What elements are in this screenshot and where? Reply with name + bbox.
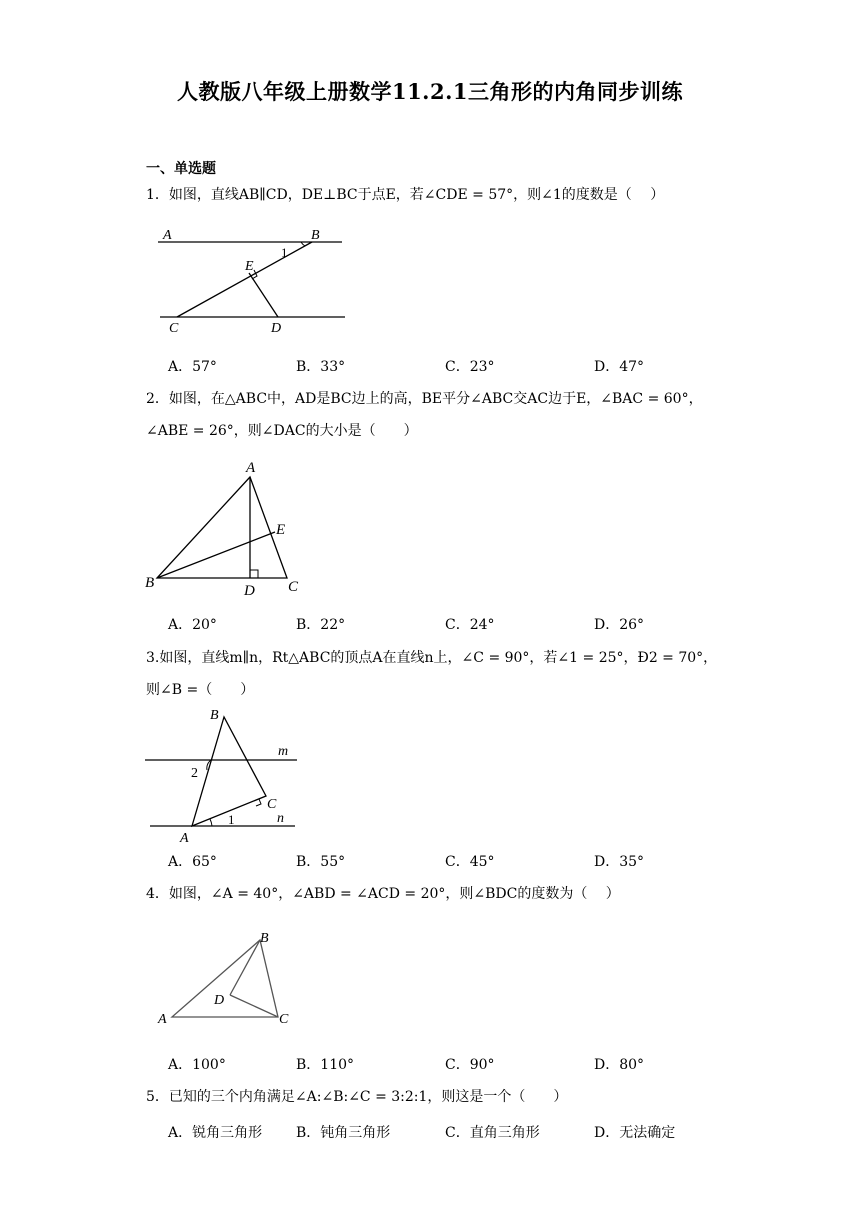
question-1-option-d[interactable]: D．47° (594, 359, 645, 375)
question-2-stem-line2: ∠ABE = 26°，则∠DAC的大小是（ ） (146, 423, 418, 439)
question-5-stem: 5．已知的三个内角满足∠A:∠B:∠C = 3:2:1，则这是一个（ ） (146, 1089, 568, 1105)
question-2-option-c[interactable]: C．24° (445, 617, 495, 633)
question-3-option-c[interactable]: C．45° (445, 854, 495, 870)
question-5-option-d[interactable]: D．无法确定 (594, 1125, 676, 1141)
fig4-label-A: A (158, 1012, 167, 1027)
fig1-label-B: B (311, 228, 320, 243)
fig1-label-A: A (163, 228, 172, 243)
fig1-label-D: D (271, 321, 282, 336)
fig2-label-A: A (246, 460, 256, 476)
question-4-option-a[interactable]: A．100° (168, 1057, 226, 1073)
question-4-option-b[interactable]: B．110° (296, 1057, 355, 1073)
fig3-label-1: 1 (228, 812, 235, 827)
fig2-label-D: D (244, 583, 255, 599)
fig4-label-D: D (214, 993, 225, 1008)
question-1-option-c[interactable]: C．23° (445, 359, 495, 375)
question-2-option-b[interactable]: B．22° (296, 617, 346, 633)
fig3-label-2: 2 (191, 766, 198, 781)
question-3-stem: 3.如图，直线m∥n，Rt△ABC的顶点A在直线n上，∠C = 90°，若∠1 = 25°，Ð2 = 70°， (146, 650, 718, 666)
fig1-label-1: 1 (281, 245, 288, 260)
fig4-label-C: C (279, 1012, 289, 1027)
question-4-figure (150, 925, 310, 1035)
question-1-option-b[interactable]: B．33° (296, 359, 346, 375)
question-4-stem: 4．如图，∠A = 40°，∠ABD = ∠ACD = 20°，则∠BDC的度数为（ ） (146, 886, 620, 902)
question-1-figure (155, 222, 355, 337)
fig3-label-m: m (278, 744, 289, 759)
question-3-figure (140, 705, 305, 845)
question-3-option-b[interactable]: B．55° (296, 854, 346, 870)
question-2-stem: 2．如图，在△ABC中，AD是BC边上的高，BE平分∠ABC交AC边于E，∠BAC = 60°， (146, 391, 703, 407)
question-3-option-d[interactable]: D．35° (594, 854, 645, 870)
fig4-label-B: B (260, 931, 269, 946)
question-3-option-a[interactable]: A．65° (168, 854, 217, 870)
question-4-option-d[interactable]: D．80° (594, 1057, 645, 1073)
question-5-option-b[interactable]: B．钝角三角形 (296, 1125, 391, 1141)
page-title: 人教版八年级上册数学11.2.1三角形的内角同步训练 (176, 79, 684, 104)
fig2-label-C: C (288, 579, 299, 595)
question-2-figure (140, 457, 310, 599)
fig3-label-C: C (267, 797, 277, 812)
fig2-label-B: B (145, 575, 155, 591)
question-3-stem-line2: 则∠B =（ ） (146, 682, 255, 698)
fig3-label-B: B (210, 708, 219, 723)
question-1-option-a[interactable]: A．57° (168, 359, 217, 375)
question-4-option-c[interactable]: C．90° (445, 1057, 495, 1073)
question-5-option-c[interactable]: C．直角三角形 (445, 1125, 540, 1141)
fig2-label-E: E (276, 522, 286, 538)
section-heading: 一、单选题 (146, 161, 216, 177)
fig1-label-C: C (169, 321, 179, 336)
question-5-option-a[interactable]: A．锐角三角形 (168, 1125, 263, 1141)
fig3-label-n: n (277, 811, 284, 826)
fig3-label-A: A (180, 831, 189, 845)
fig1-label-E: E (245, 259, 254, 274)
question-1-stem: 1．如图，直线AB∥CD，DE⊥BC于点E，若∠CDE = 57°，则∠1的度数是（ ） (146, 187, 665, 203)
question-2-option-d[interactable]: D．26° (594, 617, 645, 633)
question-2-option-a[interactable]: A．20° (168, 617, 217, 633)
